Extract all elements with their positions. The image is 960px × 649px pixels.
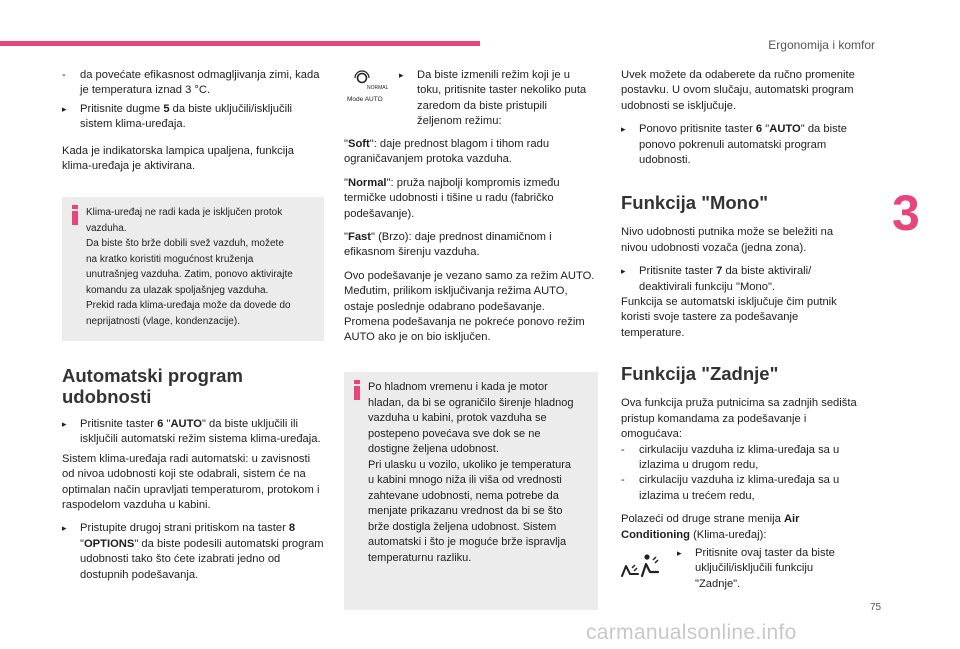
rear-instruction [677, 546, 857, 592]
instruction-item: ▸ Ponovo pritisnite taster 6 "AUTO" da biste ponovo pokrenuli automatski program udobnosti. [621, 123, 847, 167]
rear-seat-icon [620, 552, 662, 582]
dash-item: - cirkulaciju vazduha iz klima-uređaja sa u izlazima u drugom redu, [621, 443, 840, 471]
section-heading: Automatski program udobnosti [62, 365, 243, 407]
info-icon [72, 205, 78, 225]
mode-fast-desc: "Fast" (Brzo): daje prednost dinamičnom i efikasnom širenju vazduha. [344, 231, 552, 259]
column-left-lower [62, 365, 324, 583]
arrow-bullet-icon: ▸ [62, 523, 67, 534]
paragraph: Kada je indikatorska lampica upaljena, funkcija klima-uređaja je aktivirana. [62, 144, 294, 173]
note-text: Klima-uređaj ne radi kada je isključen protok vazduha. Da biste što brže dobili svež vazduh, možete na kratko koristiti mogućnost kruženja unutrašnjeg vazduha. Zatim, ponovo aktivirajte komandu za ulazak spoljašnjeg vazduha. Prekid rada klima-uređaja može da dovede do neprijatnosti (vlage, kondenzacije). [86, 207, 293, 327]
paragraph: Promena podešavanja ne pokreće ponovo režim AUTO ako je on bio isključen. [344, 316, 585, 344]
mode-auto-icon [346, 68, 388, 106]
note-box [62, 197, 324, 341]
chapter-color-bar [0, 41, 480, 46]
note-text: Po hladnom vremenu i kada je motor hladan, da bi se ograničilo širenje hladnog vazduha u kabini, protok vazduha se postepeno povećava sve dok se ne dostigne željena udobnost. Pri ulasku u vozilo, ukoliko je temperatura u kabini mnogo niža ili viša od vrednosti zahtevane udobnosti, nema potrebe da menjate prikazanu vrednost da bi se što brže dostigla željena udobnost. Sistem automatski i što je moguće brže ispravlja temperaturnu razliku. [368, 381, 574, 564]
paragraph: Nivo udobnosti putnika može se beležiti na nivou udobnosti vozača (jedna zona). [621, 226, 834, 254]
instruction-item: ▸ Da biste izmenili režim koji je u toku, pritisnite taster nekoliko puta zaredom da biste pristupili željenom režimu: [399, 69, 587, 128]
instruction-item: ▸ Pritisnite ovaj taster da biste uključili/isključili funkciju "Zadnje". [677, 547, 835, 590]
arrow-bullet-icon: ▸ [621, 124, 626, 135]
instruction-item: ▸ Pritisnite taster 7 da biste aktivirali/ deaktivirali funkciju "Mono". [621, 265, 812, 293]
column-middle [344, 137, 596, 346]
column-left [62, 68, 324, 174]
section-heading-rear: Funkcija "Zadnje" [621, 363, 779, 385]
info-icon [354, 380, 360, 400]
arrow-bullet-icon: ▸ [621, 266, 626, 277]
arrow-bullet-icon: ▸ [62, 103, 67, 114]
mode-instruction [399, 68, 592, 130]
arrow-bullet-icon: ▸ [399, 70, 404, 80]
section-heading-mono: Funkcija "Mono" [621, 192, 769, 214]
svg-text:NORMAL: NORMAL [367, 85, 388, 91]
paragraph: Uvek možete da odaberete da ručno promenite postavku. U ovom slučaju, automatski program udobnosti se isključuje. [621, 69, 855, 112]
dash-item: - cirkulaciju vazduha iz klima-uređaja sa u izlazima u trećem redu, [621, 474, 840, 502]
instruction-item: ▸ Pritisnite dugme 5 da biste uključili/isključili sistem klima-uređaja. [62, 102, 293, 131]
instruction-item: ▸ Pritisnite taster 6 "AUTO" da biste uključili ili isključili automatski režim sistema klima-uređaja. [62, 418, 321, 446]
arrow-bullet-icon: ▸ [62, 419, 67, 429]
dash-item: - da povećate efikasnost odmagljivanja zimi, kada je temperatura iznad 3 °C. [62, 69, 320, 97]
arrow-bullet-icon: ▸ [677, 548, 682, 558]
page-number: 75 [870, 602, 882, 613]
watermark: carmanualsonline.info [586, 621, 797, 644]
column-right [621, 68, 859, 543]
note-box [344, 372, 598, 610]
mode-normal-desc: "Normal": pruža najbolji kompromis između termičke udobnosti i tišine u radu (fabričko podešavanje). [344, 176, 560, 220]
paragraph: Ova funkcija pruža putnicima sa zadnjih sedišta pristup komandama za podešavanje i omogućava: [621, 397, 857, 441]
paragraph: Polazeći od druge strane menija Air Conditioning (Klima-uređaj): [621, 513, 800, 541]
svg-text:Mode AUTO: Mode AUTO [347, 96, 383, 103]
instruction-item: ▸ Pristupite drugoj strani pritiskom na taster 8 "OPTIONS" da biste podesili automatski program udobnosti tako što ćete izabrati jedno od dostupnih podešavanja. [62, 522, 324, 581]
mode-soft-desc: "Soft": daje prednost blagom i tihom radu ograničavanjem protoka vazduha. [344, 138, 550, 166]
paragraph: Funkcija se automatski isključuje čim putnik koristi svoje tastere za podešavanje temperature. [621, 296, 837, 339]
chapter-number: 3 [892, 185, 920, 241]
section-title: Ergonomija i komfor [768, 38, 875, 52]
paragraph: Ovo podešavanje je vezano samo za režim AUTO. Međutim, prilikom isključivanja režima AUTO, ostaje poslednje odabrano podešavanje. [344, 269, 595, 313]
paragraph: Sistem klima-uređaja radi automatski: u zavisnosti od nivoa udobnosti koji ste odabrali, sistem će na optimalan način upravljati temperaturom, protokom i raspodelom vazduha u kabini. [62, 452, 320, 512]
